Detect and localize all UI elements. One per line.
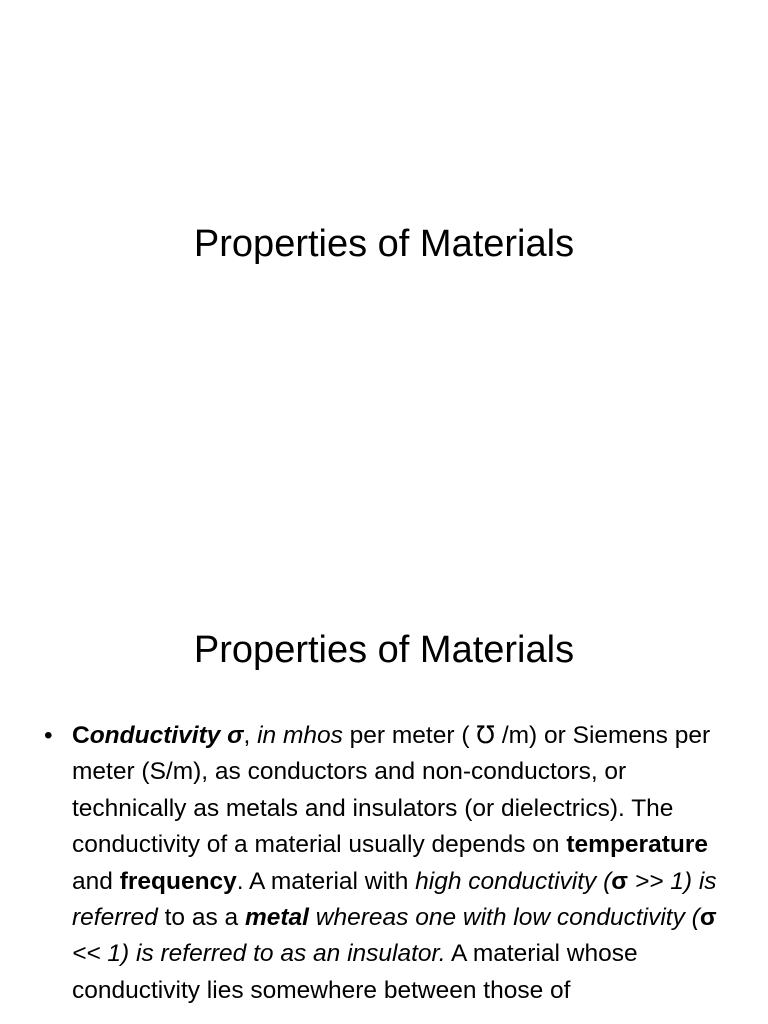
text-run: << 1) is referred to as an insulator. bbox=[72, 940, 446, 968]
text-run: whereas one with low conductivity ( bbox=[308, 904, 700, 932]
text-run: . A material with bbox=[236, 867, 416, 895]
text-run: >> 1) is referred bbox=[72, 867, 717, 932]
text-run: to as a bbox=[157, 904, 245, 932]
bullet-text bbox=[72, 718, 734, 1009]
text-run: A material whose conductivity lies somewhere between those of bbox=[72, 940, 638, 1004]
slide-2 bbox=[0, 576, 768, 1024]
text-run: onductivity σ bbox=[89, 722, 244, 749]
text-run: in mhos bbox=[257, 722, 343, 749]
text-run: high conductivity ( bbox=[415, 867, 612, 895]
text-run: C bbox=[72, 722, 90, 749]
slide-2-title: Properties of Materials bbox=[193, 629, 575, 671]
bullet-item-conductivity bbox=[44, 718, 734, 1009]
text-run: , bbox=[243, 722, 258, 749]
slide-1-title: Properties of Materials bbox=[193, 223, 575, 265]
text-run: frequency bbox=[119, 867, 237, 895]
text-run: temperature bbox=[566, 831, 708, 859]
text-run: and bbox=[72, 867, 120, 895]
text-run: σ bbox=[699, 904, 717, 932]
text-run: per meter ( ℧ /m) or Siemens per meter (S/m), as conductors and non-conductors, or technically as metals and insulators (or dielectrics). The conductivity of a material usually depends on bbox=[72, 722, 711, 859]
bullet-marker: • bbox=[44, 722, 53, 749]
slide-2-body bbox=[44, 718, 734, 1009]
text-run: metal bbox=[244, 904, 309, 932]
text-run: σ bbox=[611, 867, 629, 895]
